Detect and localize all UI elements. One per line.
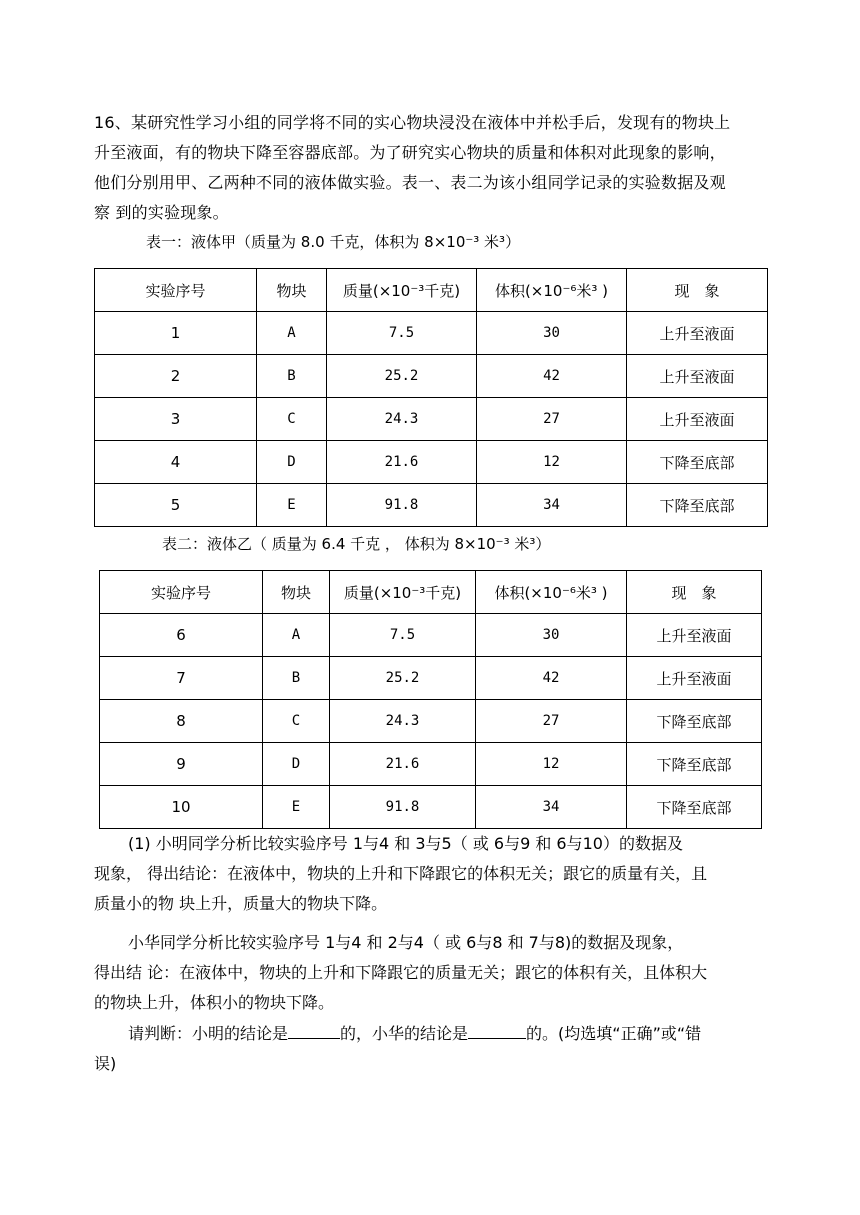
- judge-text-3: 的。(均选填“正确”或“错: [526, 1024, 702, 1043]
- xiaoming-paragraph: [94, 829, 774, 919]
- table-cell: 5: [95, 484, 257, 527]
- intro-line: 16、某研究性学习小组的同学将不同的实心物块浸没在液体中并松手后，发现有的物块上: [94, 113, 731, 132]
- table2-caption: 表二：液体乙（ 质量为 6.4 千克 ， 体积为 8×10⁻³ 米³）: [162, 535, 551, 553]
- table-cell: 9: [100, 743, 263, 786]
- column-header: 实验序号: [95, 269, 257, 312]
- table-cell: 7: [100, 657, 263, 700]
- xiaohua-paragraph: [94, 928, 774, 1018]
- table-cell: 上升至液面: [627, 355, 768, 398]
- table1: [94, 268, 768, 527]
- judge-text-1: 请判断：小明的结论是: [128, 1024, 289, 1043]
- column-header: 物块: [263, 571, 330, 614]
- paragraph-line: (1) 小明同学分析比较实验序号 1与4 和 3与5（ 或 6与9 和 6与10）的数据及: [128, 834, 683, 853]
- table-row: [100, 743, 762, 786]
- table-cell: 下降至底部: [627, 441, 768, 484]
- table-cell: 27: [477, 398, 627, 441]
- table-cell: 24.3: [330, 700, 476, 743]
- table-cell: 3: [95, 398, 257, 441]
- table-cell: D: [257, 441, 327, 484]
- column-header: 实验序号: [100, 571, 263, 614]
- table-cell: 10: [100, 786, 263, 829]
- paragraph-line: 的物块上升，体积小的物块下降。: [94, 993, 335, 1012]
- table-cell: 上升至液面: [627, 312, 768, 355]
- table-row: [100, 657, 762, 700]
- question-intro: [94, 108, 774, 228]
- column-header: 物块: [257, 269, 327, 312]
- column-header: 质量(×10⁻³千克): [330, 571, 476, 614]
- xiaoming-answer-blank[interactable]: [288, 1020, 340, 1039]
- table-cell: E: [257, 484, 327, 527]
- table-cell: 1: [95, 312, 257, 355]
- table-cell: 8: [100, 700, 263, 743]
- column-header: 现 象: [627, 269, 768, 312]
- table2: [99, 570, 762, 829]
- table-header-row: [95, 269, 768, 312]
- table-cell: E: [263, 786, 330, 829]
- table-cell: 91.8: [327, 484, 477, 527]
- table-row: [100, 614, 762, 657]
- table-row: [100, 786, 762, 829]
- table-cell: 上升至液面: [627, 657, 762, 700]
- table-cell: 34: [477, 484, 627, 527]
- table-cell: B: [257, 355, 327, 398]
- table-row: [95, 355, 768, 398]
- intro-line: 察 到的实验现象。: [94, 203, 229, 222]
- paragraph-line: 小华同学分析比较实验序号 1与4 和 2与4（ 或 6与8 和 7与8)的数据及现象，: [128, 933, 684, 952]
- table-cell: 12: [476, 743, 627, 786]
- table-cell: A: [263, 614, 330, 657]
- table-cell: 7.5: [327, 312, 477, 355]
- table-cell: 下降至底部: [627, 484, 768, 527]
- paragraph-line: 得出结 论：在液体中，物块的上升和下降跟它的质量无关；跟它的体积有关，且体积大: [94, 963, 708, 982]
- table-cell: C: [257, 398, 327, 441]
- column-header: 现 象: [627, 571, 762, 614]
- judge-text-2: 的，小华的结论是: [340, 1024, 469, 1043]
- table-row: [95, 484, 768, 527]
- table-cell: D: [263, 743, 330, 786]
- paragraph-line: 质量小的物 块上升，质量大的物块下降。: [94, 894, 388, 913]
- table-cell: 上升至液面: [627, 398, 768, 441]
- table-cell: 42: [476, 657, 627, 700]
- table-cell: 下降至底部: [627, 743, 762, 786]
- intro-line: 他们分别用甲、乙两种不同的液体做实验。表一、表二为该小组同学记录的实验数据及观: [94, 173, 726, 192]
- table-cell: 25.2: [327, 355, 477, 398]
- table-row: [95, 398, 768, 441]
- table-cell: 2: [95, 355, 257, 398]
- table-cell: 30: [477, 312, 627, 355]
- table-cell: 下降至底部: [627, 700, 762, 743]
- table-cell: 30: [476, 614, 627, 657]
- intro-line: 升至液面，有的物块下降至容器底部。为了研究实心物块的质量和体积对此现象的影响，: [94, 143, 726, 162]
- table-header-row: [100, 571, 762, 614]
- table-cell: 27: [476, 700, 627, 743]
- judge-line-2: 误): [94, 1054, 117, 1073]
- table-row: [95, 312, 768, 355]
- table-cell: 21.6: [327, 441, 477, 484]
- table-cell: 91.8: [330, 786, 476, 829]
- judge-paragraph: [94, 1019, 774, 1079]
- table-cell: 下降至底部: [627, 786, 762, 829]
- table-cell: B: [263, 657, 330, 700]
- xiaohua-answer-blank[interactable]: [468, 1020, 526, 1039]
- table-cell: 6: [100, 614, 263, 657]
- table-cell: 24.3: [327, 398, 477, 441]
- column-header: 体积(×10⁻⁶米³ ): [476, 571, 627, 614]
- column-header: 质量(×10⁻³千克): [327, 269, 477, 312]
- table-cell: 21.6: [330, 743, 476, 786]
- table1-caption: 表一：液体甲（质量为 8.0 千克，体积为 8×10⁻³ 米³）: [146, 233, 521, 251]
- table-cell: A: [257, 312, 327, 355]
- table-cell: 42: [477, 355, 627, 398]
- table-cell: 7.5: [330, 614, 476, 657]
- column-header: 体积(×10⁻⁶米³ ): [477, 269, 627, 312]
- table-cell: 4: [95, 441, 257, 484]
- table-cell: 25.2: [330, 657, 476, 700]
- table-cell: C: [263, 700, 330, 743]
- table-cell: 12: [477, 441, 627, 484]
- paragraph-line: 现象， 得出结论：在液体中，物块的上升和下降跟它的体积无关；跟它的质量有关，且: [94, 864, 708, 883]
- table-cell: 34: [476, 786, 627, 829]
- table-row: [95, 441, 768, 484]
- table-cell: 上升至液面: [627, 614, 762, 657]
- table-row: [100, 700, 762, 743]
